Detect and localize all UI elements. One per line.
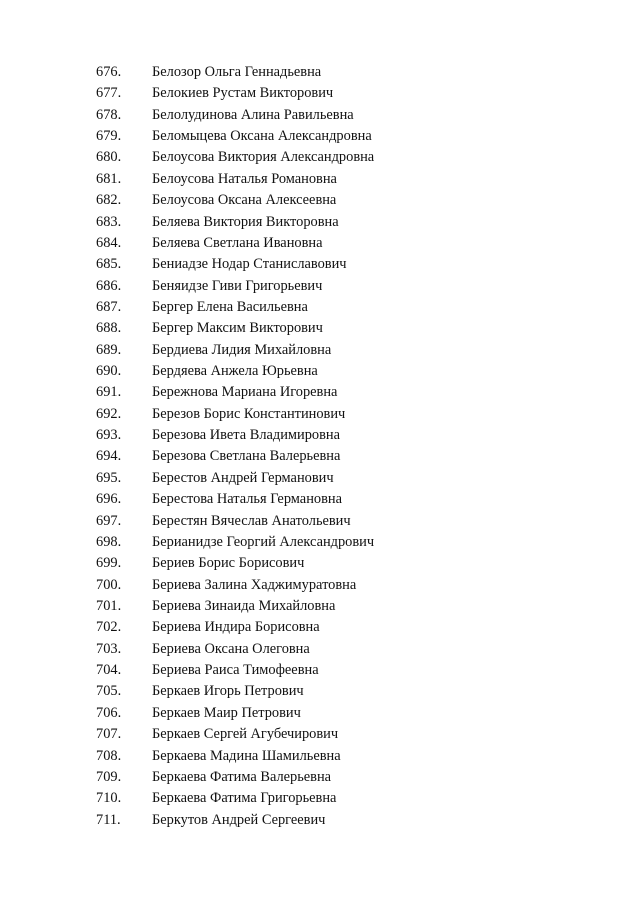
entry-number: 709. [96, 768, 122, 785]
list-item [0, 233, 640, 254]
list-item [0, 446, 640, 467]
list-item [0, 639, 640, 660]
entry-number: 688. [96, 320, 122, 337]
entry-number: 710. [96, 790, 122, 807]
list-item [0, 681, 640, 702]
list-item [0, 767, 640, 788]
entry-name: Бериева Раиса Тимофеевна [152, 662, 319, 679]
entry-number: 704. [96, 662, 122, 679]
entry-number: 706. [96, 704, 122, 721]
entry-number: 701. [96, 597, 122, 614]
list-item [0, 617, 640, 638]
list-item [0, 276, 640, 297]
list-item [0, 212, 640, 233]
entry-number: 705. [96, 683, 122, 700]
list-item [0, 746, 640, 767]
list-item [0, 810, 640, 831]
list-item [0, 596, 640, 617]
name-list [0, 62, 640, 831]
entry-name: Берестян Вячеслав Анатольевич [152, 512, 351, 529]
entry-name: Бериева Зинаида Михайловна [152, 597, 336, 614]
entry-number: 685. [96, 256, 122, 273]
entry-number: 686. [96, 277, 122, 294]
entry-number: 708. [96, 747, 122, 764]
entry-number: 682. [96, 192, 122, 209]
entry-name: Белоусова Оксана Алексеевна [152, 192, 337, 209]
list-item [0, 318, 640, 339]
entry-name: Белокиев Рустам Викторович [152, 85, 334, 102]
entry-name: Беркаева Фатима Валерьевна [152, 768, 332, 785]
entry-number: 700. [96, 576, 122, 593]
list-item [0, 147, 640, 168]
entry-name: Бережнова Мариана Игоревна [152, 384, 338, 401]
entry-name: Белоусова Виктория Александровна [152, 149, 375, 166]
entry-number: 684. [96, 234, 122, 251]
entry-name: Беркаев Игорь Петрович [152, 683, 304, 700]
entry-number: 693. [96, 427, 122, 444]
entry-name: Белолудинова Алина Равильевна [152, 106, 354, 123]
list-item [0, 190, 640, 211]
list-item [0, 169, 640, 190]
entry-number: 676. [96, 64, 122, 80]
entry-name: Бергер Елена Васильевна [152, 298, 308, 315]
entry-name: Беркутов Андрей Сергеевич [152, 811, 326, 828]
entry-name: Берестова Наталья Германовна [152, 491, 342, 508]
entry-name: Бериева Залина Хаджимуратовна [152, 576, 357, 593]
entry-name: Беркаев Сергей Агубечирович [152, 726, 339, 743]
entry-name: Бериева Оксана Олеговна [152, 640, 310, 657]
entry-number: 702. [96, 619, 122, 636]
entry-number: 698. [96, 533, 122, 550]
entry-name: Белоусова Наталья Романовна [152, 170, 337, 187]
entry-name: Беркаева Мадина Шамильевна [152, 747, 341, 764]
entry-name: Березова Ивета Владимировна [152, 427, 341, 444]
list-item [0, 489, 640, 510]
list-item [0, 404, 640, 425]
list-item [0, 724, 640, 745]
list-item [0, 83, 640, 104]
entry-number: 677. [96, 85, 122, 102]
entry-number: 683. [96, 213, 122, 230]
entry-name: Березов Борис Константинович [152, 405, 346, 422]
list-item [0, 297, 640, 318]
entry-number: 694. [96, 448, 122, 465]
list-item [0, 511, 640, 532]
entry-name: Беляева Светлана Ивановна [152, 234, 323, 251]
entry-number: 681. [96, 170, 122, 187]
entry-number: 678. [96, 106, 122, 123]
entry-number: 687. [96, 298, 122, 315]
entry-number: 707. [96, 726, 122, 743]
list-item [0, 62, 640, 83]
list-item [0, 254, 640, 275]
entry-name: Белозор Ольга Геннадьевна [152, 64, 322, 80]
list-item [0, 425, 640, 446]
list-item [0, 361, 640, 382]
entry-number: 711. [96, 811, 121, 828]
list-item [0, 575, 640, 596]
list-item [0, 703, 640, 724]
entry-name: Беркаев Маир Петрович [152, 704, 301, 721]
list-item [0, 105, 640, 126]
entry-name: Бердиева Лидия Михайловна [152, 341, 332, 358]
list-item [0, 532, 640, 553]
list-item [0, 660, 640, 681]
entry-number: 691. [96, 384, 122, 401]
entry-name: Бергер Максим Викторович [152, 320, 323, 337]
entry-number: 695. [96, 469, 122, 486]
entry-name: Бердяева Анжела Юрьевна [152, 363, 318, 380]
entry-name: Березова Светлана Валерьевна [152, 448, 341, 465]
entry-number: 690. [96, 363, 122, 380]
entry-number: 696. [96, 491, 122, 508]
entry-name: Берестов Андрей Германович [152, 469, 334, 486]
entry-name: Беркаева Фатима Григорьевна [152, 790, 337, 807]
entry-number: 679. [96, 128, 122, 145]
entry-name: Беняидзе Гиви Григорьевич [152, 277, 323, 294]
entry-name: Берианидзе Георгий Александрович [152, 533, 375, 550]
list-item [0, 126, 640, 147]
list-item [0, 553, 640, 574]
entry-number: 699. [96, 555, 122, 572]
list-item [0, 788, 640, 809]
list-item [0, 468, 640, 489]
entry-name: Бериева Индира Борисовна [152, 619, 320, 636]
entry-name: Бериев Борис Борисович [152, 555, 305, 572]
entry-number: 703. [96, 640, 122, 657]
entry-name: Беляева Виктория Викторовна [152, 213, 339, 230]
list-item [0, 382, 640, 403]
entry-name: Беломыцева Оксана Александровна [152, 128, 372, 145]
entry-number: 697. [96, 512, 122, 529]
entry-number: 689. [96, 341, 122, 358]
entry-name: Бениадзе Нодар Станиславович [152, 256, 347, 273]
entry-number: 692. [96, 405, 122, 422]
list-item [0, 340, 640, 361]
entry-number: 680. [96, 149, 122, 166]
